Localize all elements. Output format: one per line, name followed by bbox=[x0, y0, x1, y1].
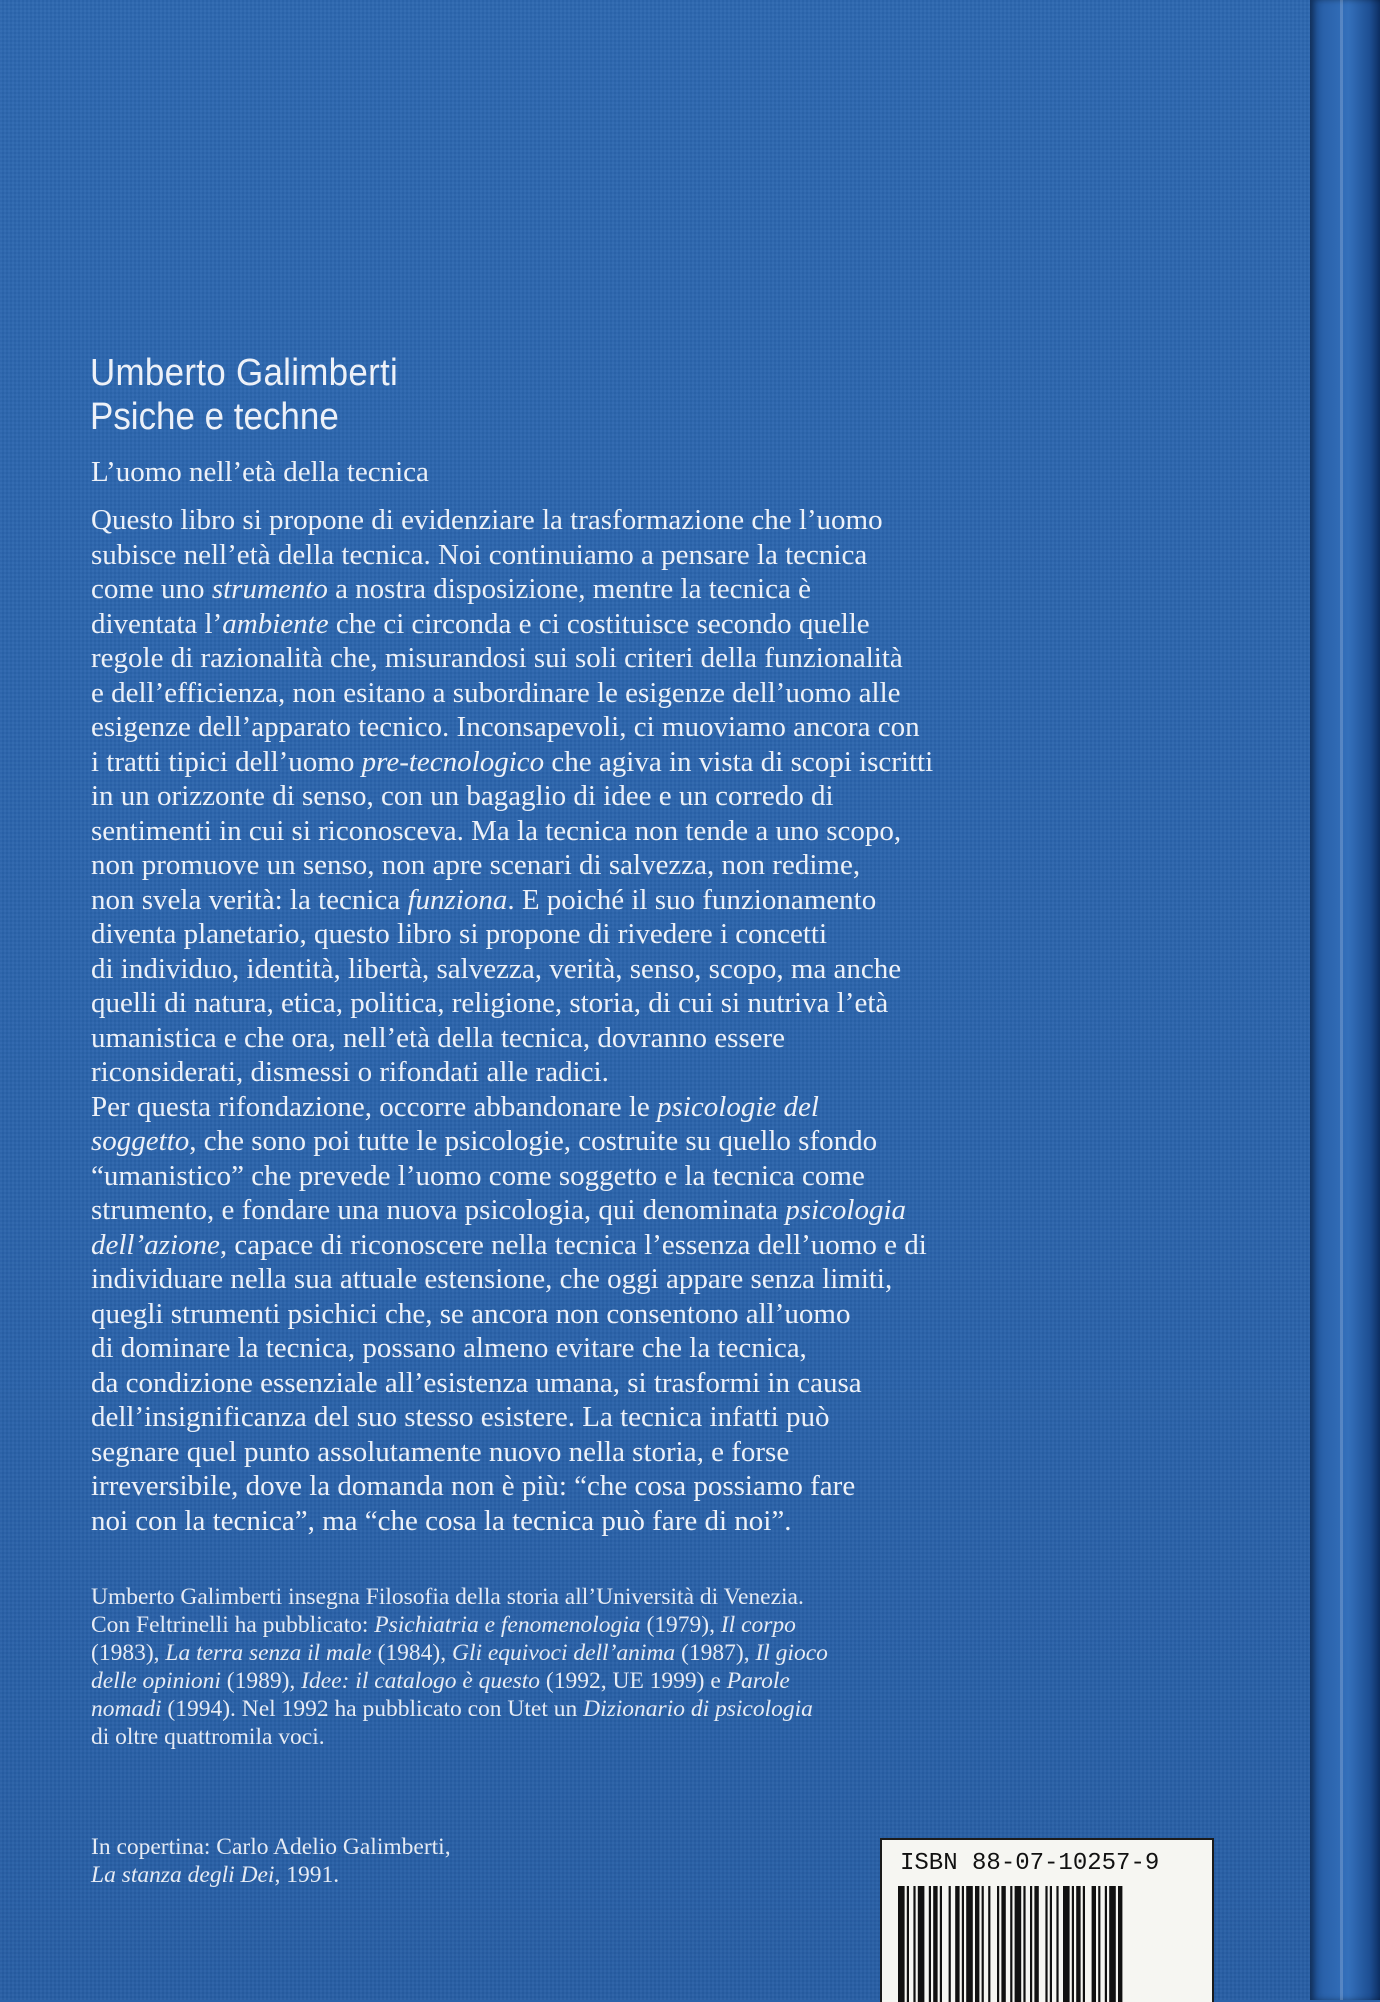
blurb-segment: strumento bbox=[211, 573, 328, 605]
blurb-line bbox=[91, 607, 1291, 642]
bio-segment: La terra senza il male bbox=[165, 1640, 372, 1666]
blurb-segment: . E poiché il suo funzionamento bbox=[507, 883, 877, 916]
blurb-segment: psicologie del bbox=[657, 1090, 819, 1123]
blurb-line bbox=[91, 1504, 1291, 1539]
barcode-bar bbox=[1105, 1886, 1107, 2002]
blurb-segment: ambiente bbox=[222, 607, 329, 640]
blurb-segment: che agiva in vista di scopi iscritti bbox=[544, 745, 934, 778]
blurb-segment: diventa planetario, questo libro si propone di rivedere i concetti bbox=[91, 918, 828, 950]
blurb-segment: , che sono poi tutte le psicologie, costruite su quello sfondo bbox=[189, 1125, 878, 1157]
blurb-line bbox=[91, 1331, 1291, 1366]
bio-segment: Parole bbox=[726, 1668, 790, 1694]
blurb-segment: Questo libro si propone di evidenziare la trasformazione che l’uomo bbox=[91, 504, 883, 536]
bio-segment: Dizionario di psicologia bbox=[583, 1696, 813, 1722]
blurb-line bbox=[91, 1262, 1291, 1297]
bio-segment: Con Feltrinelli ha pubblicato: bbox=[91, 1612, 375, 1638]
blurb-line bbox=[91, 1366, 1291, 1401]
blurb-segment: noi con la tecnica”, ma “che cosa la tecnica può fare di noi”. bbox=[91, 1504, 792, 1537]
blurb-segment: quegli strumenti psichici che, se ancora non consentono all’uomo bbox=[91, 1297, 851, 1330]
blurb-line bbox=[91, 1469, 1291, 1504]
blurb-segment: strumento, e fondare una nuova psicologia, qui denominata bbox=[91, 1194, 786, 1226]
blurb-segment: da condizione essenziale all’esistenza umana, si trasformi in causa bbox=[91, 1366, 862, 1399]
barcode-bar bbox=[949, 1886, 951, 2002]
credit-line bbox=[91, 1833, 451, 1861]
blurb-line bbox=[91, 745, 1291, 780]
blurb-line bbox=[91, 779, 1291, 814]
blurb-line bbox=[91, 1124, 1291, 1159]
blurb-segment: di dominare la tecnica, possano almeno evitare che la tecnica, bbox=[91, 1332, 807, 1364]
barcode-bar bbox=[913, 1886, 915, 2002]
blurb-segment: diventata l’ bbox=[91, 607, 223, 640]
bio-segment: (1989), bbox=[220, 1668, 302, 1694]
barcode-bar bbox=[1015, 1886, 1022, 2002]
bio-line bbox=[91, 1667, 1291, 1695]
bio-segment: Umberto Galimberti insegna Filosofia della storia all’Università di Venezia. bbox=[91, 1584, 804, 1610]
blurb-segment: e dell’efficienza, non esitano a subordinare le esigenze dell’uomo alle bbox=[91, 676, 901, 709]
blurb-segment: dell’insignificanza del suo stesso esistere. La tecnica infatti può bbox=[91, 1401, 830, 1433]
bio-segment: Il corpo bbox=[720, 1612, 796, 1638]
credit-segment: , 1991. bbox=[274, 1862, 340, 1888]
barcode-bar bbox=[1010, 1886, 1012, 2002]
blurb-segment: in un orizzonte di senso, con un bagaglio di idee e un corredo di bbox=[91, 780, 834, 812]
barcode-bar bbox=[1098, 1886, 1100, 2002]
blurb-segment: , capace di riconoscere nella tecnica l’essenza dell’uomo e di bbox=[219, 1228, 927, 1261]
blurb-line bbox=[91, 1297, 1291, 1332]
bio-line bbox=[91, 1723, 1291, 1751]
blurb-line bbox=[91, 1193, 1291, 1228]
blurb-segment: dell’azione bbox=[91, 1228, 220, 1261]
barcode-bar bbox=[933, 1886, 937, 2002]
blurb-line bbox=[91, 848, 1291, 883]
barcode-bar bbox=[955, 1886, 959, 2002]
blurb-segment: di individuo, identità, libertà, salvezza, verità, senso, scopo, ma anche bbox=[91, 952, 902, 985]
blurb-line bbox=[91, 1159, 1291, 1194]
blurb-line bbox=[91, 917, 1291, 952]
barcode-bar bbox=[1092, 1886, 1096, 2002]
credit-segment: In copertina: Carlo Adelio Galimberti, bbox=[91, 1834, 451, 1860]
barcode-bar bbox=[1034, 1886, 1038, 2002]
blurb-segment: non promuove un senso, non apre scenari di salvezza, non redime, bbox=[91, 849, 861, 881]
blurb-segment: soggetto bbox=[91, 1125, 190, 1157]
blurb-line bbox=[91, 952, 1291, 987]
bio-segment: (1994). Nel 1992 ha pubblicato con Utet un bbox=[161, 1696, 584, 1722]
bio-line bbox=[91, 1695, 1291, 1723]
bio-segment: (1987), bbox=[675, 1640, 756, 1666]
barcode-bar bbox=[1056, 1886, 1058, 2002]
barcode-bar bbox=[1072, 1886, 1074, 2002]
blurb-segment: che ci circonda e ci costituisce secondo quelle bbox=[328, 607, 870, 640]
barcode-bar bbox=[988, 1886, 990, 2002]
blurb-line bbox=[91, 1228, 1291, 1263]
blurb-line bbox=[91, 1090, 1291, 1125]
blurb-segment: umanistica e che ora, nell’età della tecnica, dovranno essere bbox=[91, 1021, 786, 1054]
bio-segment: Il gioco bbox=[755, 1640, 828, 1666]
bio-line bbox=[91, 1611, 1291, 1639]
blurb-line bbox=[91, 572, 1291, 607]
bio-segment: Gli equivoci dell’anima bbox=[451, 1640, 676, 1666]
barcode-bar bbox=[898, 1886, 905, 2002]
bio-line bbox=[91, 1639, 1291, 1667]
blurb-line bbox=[91, 814, 1291, 849]
blurb-line bbox=[91, 1400, 1291, 1435]
blurb-line bbox=[91, 710, 1291, 745]
barcode-label bbox=[880, 1838, 1214, 2002]
blurb-line bbox=[91, 986, 1291, 1021]
spine-edge bbox=[1340, 0, 1343, 2000]
bio-segment: (1984), bbox=[371, 1640, 452, 1666]
blurb-segment: quelli di natura, etica, politica, religione, storia, di cui si nutriva l’età bbox=[91, 987, 889, 1019]
barcode-bar bbox=[1001, 1886, 1005, 2002]
blurb-segment: irreversibile, dove la domanda non è più: “che cosa possiamo fare bbox=[91, 1470, 856, 1502]
blurb-segment: individuare nella sua attuale estensione, che oggi appare senza limiti, bbox=[91, 1263, 893, 1295]
blurb-text bbox=[91, 503, 1291, 1538]
barcode-bar bbox=[1030, 1886, 1032, 2002]
barcode-bar bbox=[1083, 1886, 1085, 2002]
blurb-segment: Per questa rifondazione, occorre abbandonare le bbox=[91, 1090, 658, 1123]
barcode-bar bbox=[1109, 1886, 1116, 2002]
blurb-segment: riconsiderati, dismessi o rifondati alle radici. bbox=[91, 1056, 609, 1088]
blurb-segment: non svela verità: la tecnica bbox=[91, 883, 408, 916]
barcode-bar bbox=[1023, 1886, 1025, 2002]
barcode-bar bbox=[1063, 1886, 1070, 2002]
barcode-bar bbox=[918, 1886, 925, 2002]
barcode-bar bbox=[962, 1886, 964, 2002]
barcode-bar bbox=[966, 1886, 973, 2002]
barcode-bar bbox=[1118, 1886, 1122, 2002]
credit-segment: La stanza degli Dei bbox=[91, 1862, 275, 1888]
blurb-segment: sentimenti in cui si riconosceva. Ma la tecnica non tende a uno scopo, bbox=[91, 814, 902, 847]
book-subtitle: L’uomo nell’età della tecnica bbox=[91, 456, 429, 488]
barcode-bar bbox=[929, 1886, 931, 2002]
author-bio bbox=[91, 1583, 1291, 1751]
blurb-line bbox=[91, 538, 1291, 573]
bio-segment: nomadi bbox=[91, 1696, 162, 1722]
bio-segment: (1983), bbox=[91, 1640, 166, 1666]
barcode-bar bbox=[1076, 1886, 1080, 2002]
blurb-segment: a nostra disposizione, mentre la tecnica è bbox=[327, 573, 811, 605]
book-spine bbox=[1310, 0, 1380, 2000]
blurb-segment: psicologia bbox=[785, 1194, 907, 1226]
bio-segment: delle opinioni bbox=[91, 1668, 221, 1694]
barcode-bar bbox=[1050, 1886, 1052, 2002]
blurb-segment: esigenze dell’apparato tecnico. Inconsapevoli, ci muoviamo ancora con bbox=[91, 711, 920, 743]
blurb-line bbox=[91, 1021, 1291, 1056]
barcode-bar bbox=[982, 1886, 984, 2002]
barcode-bar bbox=[907, 1886, 909, 2002]
blurb-line bbox=[91, 1435, 1291, 1470]
barcode-bar bbox=[940, 1886, 942, 2002]
bio-segment: di oltre quattromila voci. bbox=[91, 1724, 325, 1750]
blurb-segment: pre-tecnologico bbox=[361, 745, 545, 778]
barcode-bar bbox=[975, 1886, 979, 2002]
bio-segment: (1992, UE 1999) e bbox=[540, 1668, 727, 1694]
blurb-line bbox=[91, 883, 1291, 918]
blurb-segment: subisce nell’età della tecnica. Noi continuiamo a pensare la tecnica bbox=[91, 538, 868, 571]
blurb-segment: i tratti tipici dell’uomo bbox=[91, 745, 362, 778]
isbn-number: ISBN 88-07-10257-9 bbox=[900, 1850, 1160, 1877]
blurb-line bbox=[91, 1055, 1291, 1090]
barcode-bar bbox=[1045, 1886, 1047, 2002]
bio-segment: Idee: il catalogo è questo bbox=[301, 1668, 541, 1694]
bio-segment: (1979), bbox=[640, 1612, 721, 1638]
blurb-segment: funziona bbox=[407, 883, 508, 916]
blurb-line bbox=[91, 641, 1291, 676]
blurb-segment: come uno bbox=[91, 573, 212, 605]
barcode-icon bbox=[896, 1886, 1196, 2002]
blurb-segment: “umanistico” che prevede l’uomo come soggetto e la tecnica come bbox=[91, 1159, 865, 1192]
author-name: Umberto Galimberti bbox=[90, 352, 399, 394]
bio-line bbox=[91, 1583, 1291, 1611]
book-title: Psiche e techne bbox=[90, 396, 339, 438]
bio-segment: Psichiatria e fenomenologia bbox=[374, 1612, 641, 1638]
cover-credit bbox=[91, 1833, 451, 1889]
blurb-line bbox=[91, 676, 1291, 711]
credit-line bbox=[91, 1861, 451, 1889]
blurb-line bbox=[91, 503, 1291, 538]
blurb-segment: regole di razionalità che, misurandosi sui soli criteri della funzionalità bbox=[91, 642, 903, 674]
barcode-bar bbox=[997, 1886, 999, 2002]
blurb-segment: segnare quel punto assolutamente nuovo nella storia, e forse bbox=[91, 1435, 790, 1468]
